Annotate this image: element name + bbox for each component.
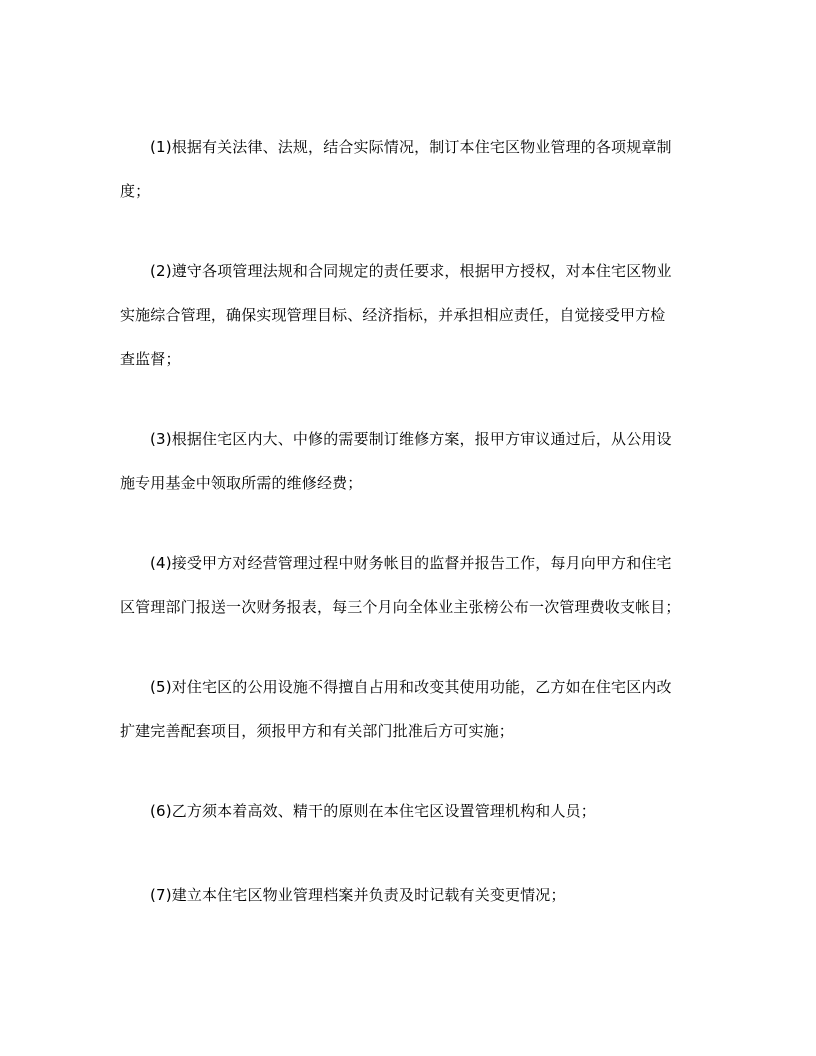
paragraph-7-line-1: (7)建立本住宅区物业管理档案并负责及时记载有关变更情况； [150,886,566,904]
paragraph-4-line-1: (4)接受甲方对经营管理过程中财务帐目的监督并报告工作，每月向甲方和住宅 [150,554,672,572]
paragraph-2-line-3: 查监督； [120,350,181,368]
paragraph-3-line-2: 施专用基金中领取所需的维修经费； [120,474,363,492]
paragraph-6-line-1: (6)乙方须本着高效、精干的原则在本住宅区设置管理机构和人员； [150,802,596,820]
paragraph-3-line-1: (3)根据住宅区内大、中修的需要制订维修方案，报甲方审议通过后，从公用设 [150,430,672,448]
paragraph-1-line-1: (1)根据有关法律、法规，结合实际情况，制订本住宅区物业管理的各项规章制 [150,138,672,156]
paragraph-2-line-2: 实施综合管理，确保实现管理目标、经济指标，并承担相应责任，自觉接受甲方检 [120,306,666,324]
paragraph-1-line-2: 度； [120,182,151,200]
paragraph-5-line-1: (5)对住宅区的公用设施不得擅自占用和改变其使用功能，乙方如在住宅区内改 [150,678,672,696]
paragraph-5-line-2: 扩建完善配套项目，须报甲方和有关部门批准后方可实施； [120,722,514,740]
paragraph-2-line-1: (2)遵守各项管理法规和合同规定的责任要求，根据甲方授权，对本住宅区物业 [150,262,672,280]
paragraph-4-line-2: 区管理部门报送一次财务报表，每三个月向全体业主张榜公布一次管理费收支帐目； [120,598,681,616]
